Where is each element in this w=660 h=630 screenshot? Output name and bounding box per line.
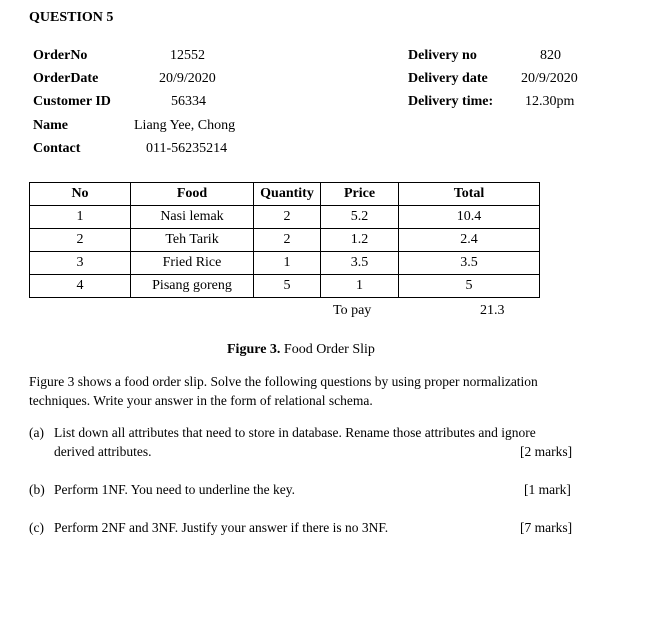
- question-b-marks: [1 mark]: [524, 482, 571, 497]
- table-header-row: [30, 183, 540, 206]
- cell-total: 5: [399, 275, 540, 298]
- question-c-text: Perform 2NF and 3NF. Justify your answer if there is no 3NF.: [54, 520, 389, 535]
- table-row: [30, 275, 540, 298]
- cell-quantity: 1: [254, 252, 321, 275]
- question-a-line-2: derived attributes.: [54, 444, 152, 459]
- figure-caption: [227, 342, 375, 358]
- question-b-text: Perform 1NF. You need to underline the key.: [54, 482, 296, 497]
- cell-quantity: 2: [254, 206, 321, 229]
- header-food: Food: [131, 183, 254, 206]
- cell-food: Nasi lemak: [131, 206, 254, 229]
- delivery-time-label: Delivery time:: [408, 94, 494, 109]
- question-a-line-1: List down all attributes that need to store in database. Rename those attributes and ignore: [54, 425, 536, 440]
- cell-no: 3: [30, 252, 131, 275]
- delivery-no-value: 820: [540, 48, 561, 63]
- contact-label: Contact: [33, 141, 81, 156]
- header-total: Total: [399, 183, 540, 206]
- cell-food: Teh Tarik: [131, 229, 254, 252]
- cell-total: 3.5: [399, 252, 540, 275]
- order-no-label: OrderNo: [33, 48, 88, 63]
- delivery-time-value: 12.30pm: [525, 94, 575, 109]
- to-pay-value: 21.3: [480, 303, 505, 318]
- name-label: Name: [33, 118, 68, 133]
- intro-line-2: techniques. Write your answer in the form of relational schema.: [29, 393, 373, 408]
- customer-id-value: 56334: [171, 94, 206, 109]
- contact-value: 011-56235214: [146, 141, 228, 156]
- table-row: [30, 252, 540, 275]
- order-date-label: OrderDate: [33, 71, 99, 86]
- delivery-date-label: Delivery date: [408, 71, 488, 86]
- order-no-value: 12552: [170, 48, 205, 63]
- cell-food: Pisang goreng: [131, 275, 254, 298]
- header-no: No: [30, 183, 131, 206]
- question-b-marker: (b): [29, 482, 45, 497]
- question-c-marks: [7 marks]: [520, 520, 573, 535]
- cell-no: 1: [30, 206, 131, 229]
- cell-quantity: 2: [254, 229, 321, 252]
- question-a-marker: (a): [29, 425, 44, 440]
- table-row: [30, 206, 540, 229]
- cell-food: Fried Rice: [131, 252, 254, 275]
- question-a-marks: [2 marks]: [520, 444, 573, 459]
- figure-caption-label: Figure 3.: [227, 342, 281, 357]
- cell-quantity: 5: [254, 275, 321, 298]
- table-row: [30, 229, 540, 252]
- intro-line-1: Figure 3 shows a food order slip. Solve the following questions by using proper normalization: [29, 374, 538, 389]
- to-pay-label: To pay: [333, 303, 372, 318]
- order-date-value: 20/9/2020: [159, 71, 216, 86]
- header-quantity: Quantity: [254, 183, 321, 206]
- header-price: Price: [321, 183, 399, 206]
- question-title: QUESTION 5: [29, 10, 114, 25]
- order-table: [29, 182, 540, 298]
- cell-no: 4: [30, 275, 131, 298]
- cell-price: 1: [321, 275, 399, 298]
- cell-total: 10.4: [399, 206, 540, 229]
- delivery-date-value: 20/9/2020: [521, 71, 578, 86]
- cell-no: 2: [30, 229, 131, 252]
- question-c-marker: (c): [29, 520, 44, 535]
- figure-caption-text: Food Order Slip: [283, 342, 375, 357]
- cell-price: 1.2: [321, 229, 399, 252]
- customer-id-label: Customer ID: [33, 94, 111, 109]
- name-value: Liang Yee, Chong: [134, 118, 236, 133]
- cell-price: 3.5: [321, 252, 399, 275]
- cell-total: 2.4: [399, 229, 540, 252]
- delivery-no-label: Delivery no: [408, 48, 477, 63]
- cell-price: 5.2: [321, 206, 399, 229]
